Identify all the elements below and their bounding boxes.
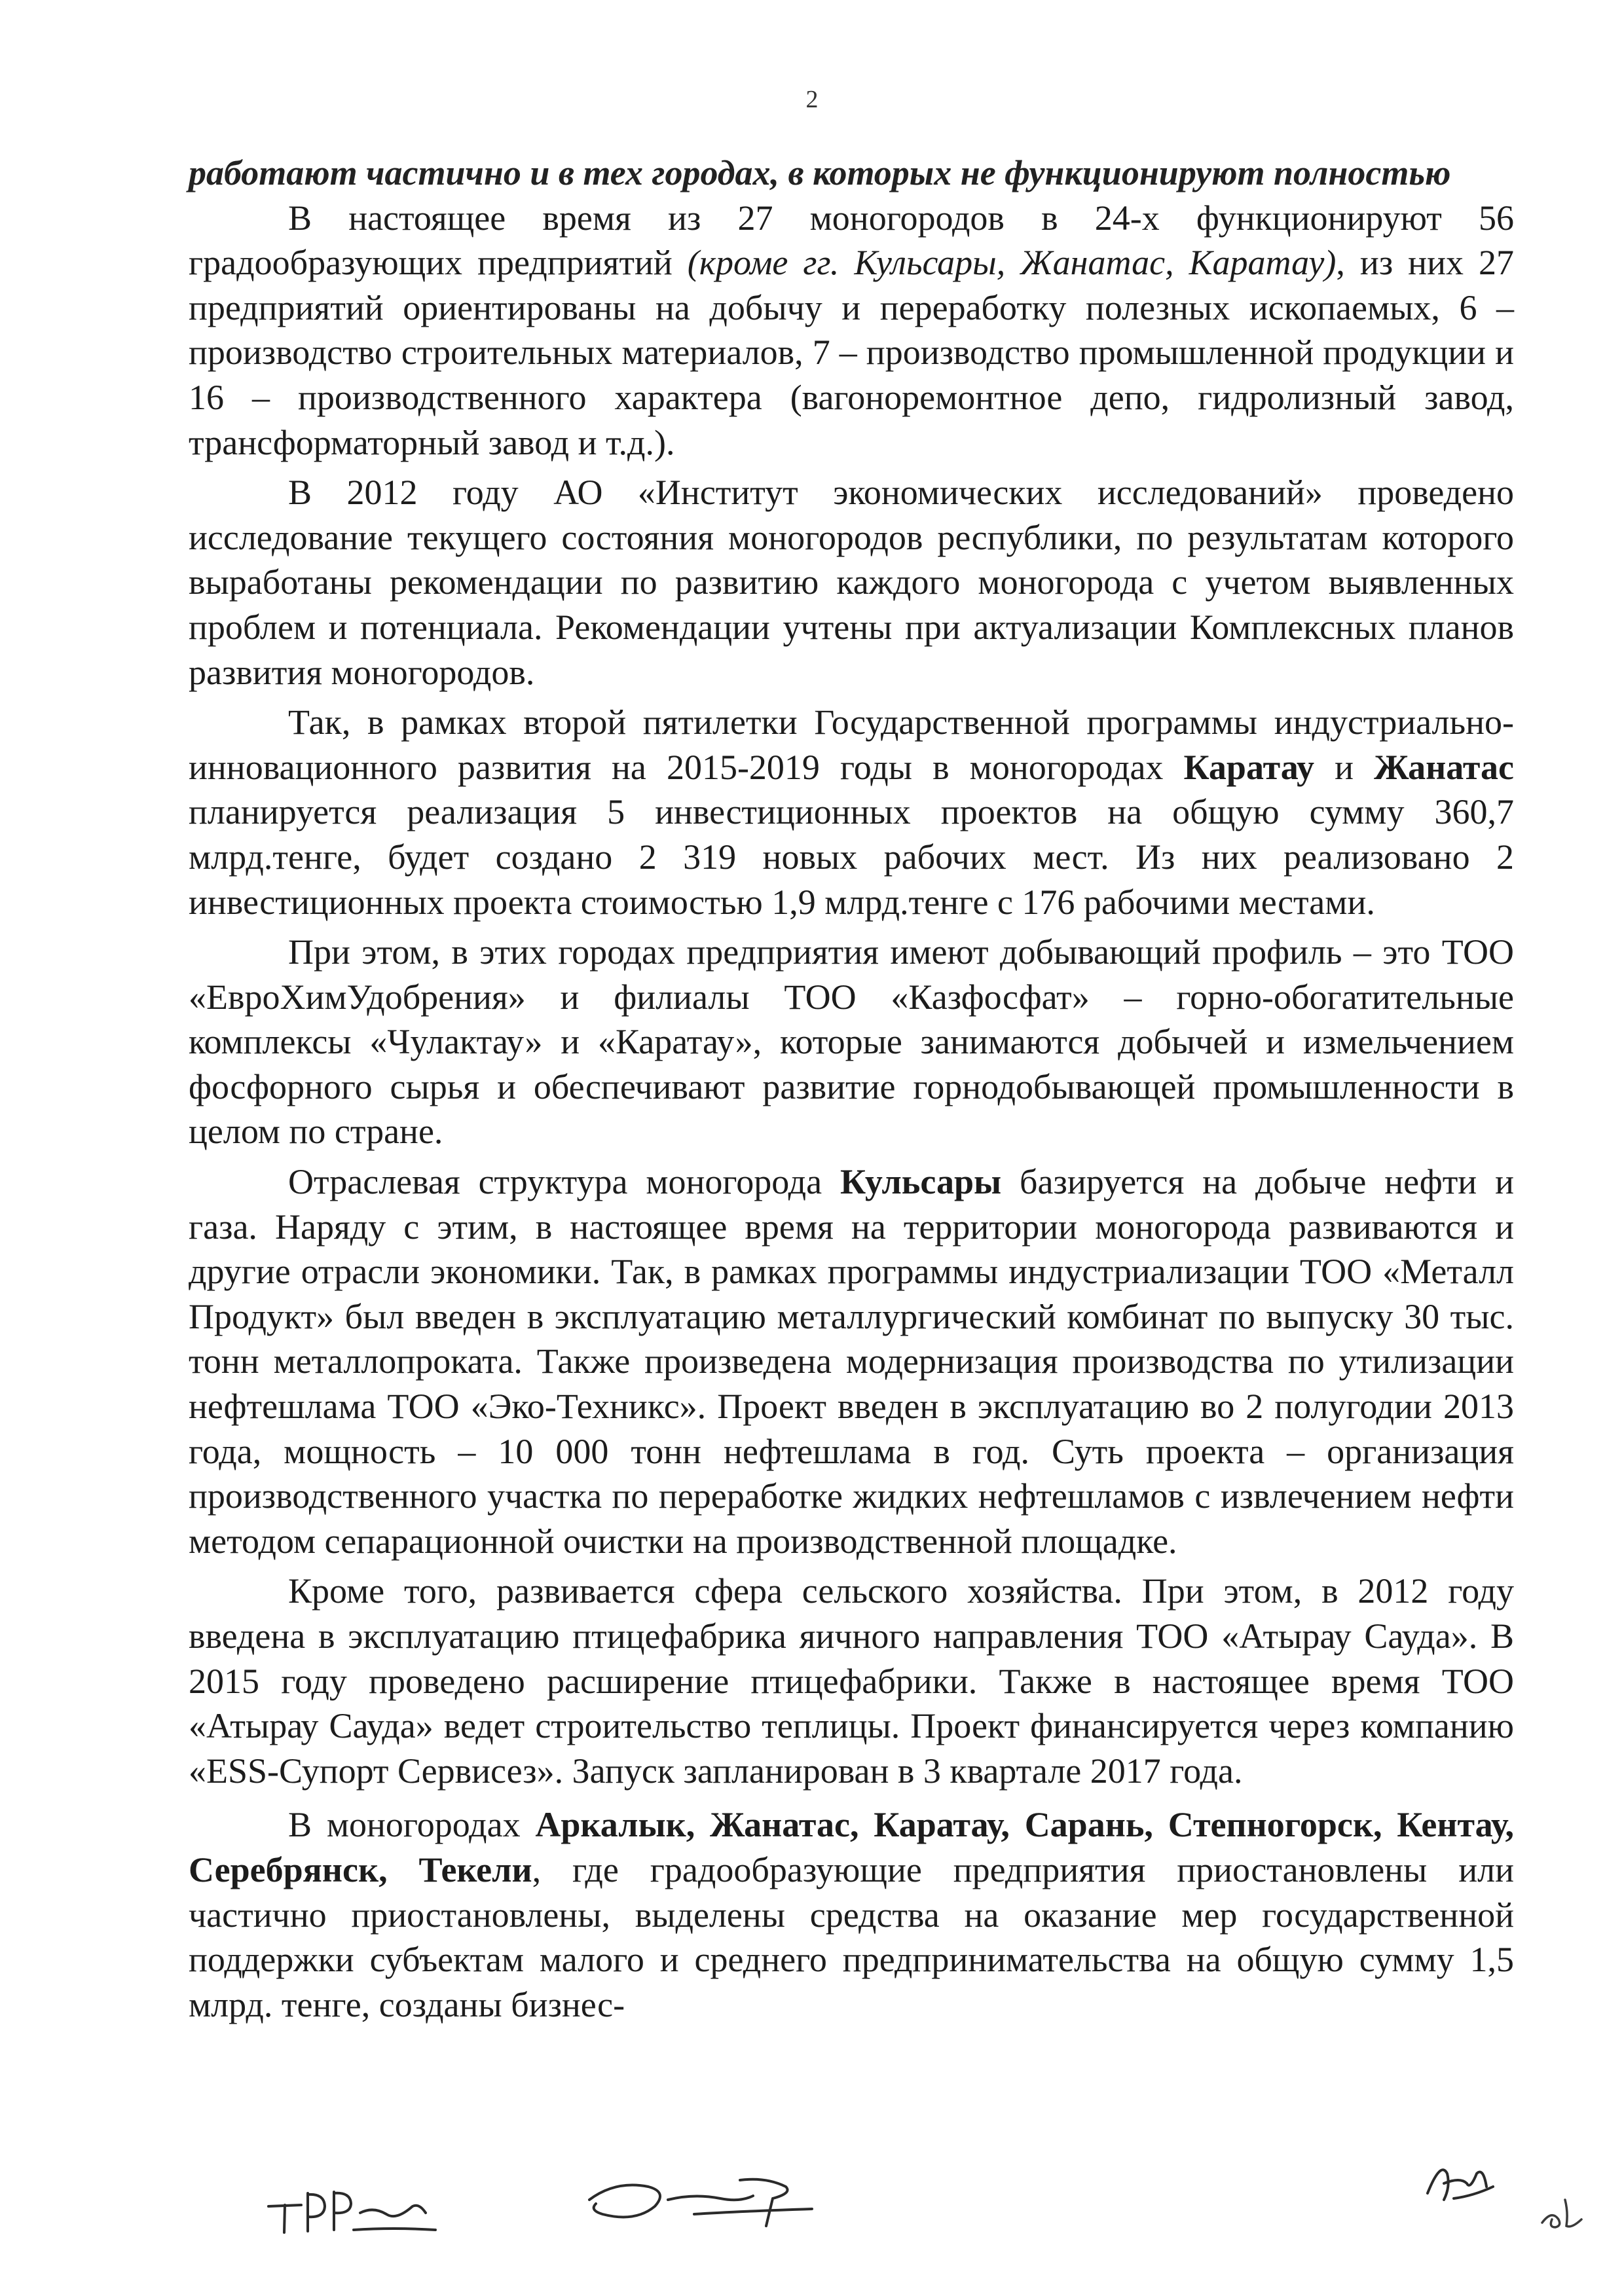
signature-area xyxy=(0,2147,1624,2265)
text-run: базируется на добыче нефти и газа. Наряду с этим, в настоящее время на территории моногорода развиваются и другие отрасли экономики. Так, в рамках программы индустриализации ТОО «Металл Продукт» был введен в эксплуатацию металлургический комбинат по выпуску 30 тыс. тонн металлопроката. Также произведена модернизация производства по утилизации нефтешлама ТОО «Эко-Техникс». Проект введен в эксплуатацию во 2 полугодии 2013 года, мощность – 10 000 тонн нефтешлама в год. Суть проекта – организация производственного участка по переработке жидких нефтешламов с извлечением нефти методом сепарационной очистки на производственной площадке. xyxy=(189,1162,1514,1561)
paragraph-state-support xyxy=(189,1802,1514,2027)
initials-signature-4 xyxy=(1532,2187,1591,2239)
intro-paragraph: работают частично и в тех городах, в которых не функционируют полностью xyxy=(189,153,1451,192)
city-name: Жанатас xyxy=(1374,747,1514,787)
paragraph-research-institute: В 2012 году АО «Институт экономических исследований» проведено исследование текущего состояния моногородов республики, по результатам которого выработаны рекомендации по развитию каждого моногорода с учетом выявленных проблем и потенциала. Рекомендации учтены при актуализации Комплексных планов развития моногородов. xyxy=(189,473,1514,692)
text-run: , из них 27 предприятий ориентированы на добычу и переработку полезных ископаемых, 6 – производство строительных материалов, 7 – производство промышленной продукции и 16 – производственного характера (вагоноремонтное депо, гидролизный завод, трансформаторный завод и т.д.). xyxy=(189,243,1515,462)
paragraph-agriculture: Кроме того, развивается сфера сельского хозяйства. При этом, в 2012 году введена в эксплуатацию птицефабрика яичного направления ТОО «Атырау Сауда». В 2015 году проведено расширение птицефабрики. Также в настоящее время ТОО «Атырау Сауда» ведет строительство теплицы. Проект финансируется через компанию «ESS-Супорт Сервисез». Запуск запланирован в 3 квартале 2017 года. xyxy=(189,1571,1514,1791)
city-name: Каратау xyxy=(1183,747,1315,787)
paragraph-monotowns-enterprises xyxy=(189,196,1514,465)
initials-signature-1 xyxy=(262,2167,445,2239)
text-run: Отраслевая структура моногорода xyxy=(288,1162,841,1202)
initials-signature-3 xyxy=(1414,2147,1506,2219)
text-run: В моногородах xyxy=(288,1805,536,1845)
paragraph-mining-profile: При этом, в этих городах предприятия имеют добывающий профиль – это ТОО «ЕвроХимУдобрения» и филиалы ТОО «Казфосфат» – горно-обогатительные комплексы «Чулактау» и «Каратау», которые занимаются добычей и измельчением фосфорного сырья и обеспечивают развитие горнодобывающей промышленности в целом по стране. xyxy=(189,932,1514,1152)
text-run: В настоящее время из 27 моногородов в 24-х функционируют 56 градообразующих предприятий xyxy=(189,198,1514,283)
paragraph-investment-projects xyxy=(189,700,1514,924)
text-run: планируется реализация 5 инвестиционных проектов на общую сумму 360,7 млрд.тенге, будет создано 2 319 новых рабочих мест. Из них реализовано 2 инвестиционных проекта стоимостью 1,9 млрд.тенге с 176 рабочими местами. xyxy=(189,792,1514,922)
text-run: Так, в рамках второй пятилетки Государственной программы индустриально-инновационного развития на 2015-2019 годы в моногородах xyxy=(189,702,1514,787)
italic-note: (кроме гг. Кульсары, Жанатас, Каратау) xyxy=(687,243,1337,283)
initials-signature-2 xyxy=(576,2160,838,2232)
document-body xyxy=(189,151,1514,2027)
text-run: и xyxy=(1314,747,1375,787)
text-run: , где градообразующие предприятия приостановлены или частично приостановлены, выделены средства на оказание мер государственной поддержки субъектам малого и среднего предпринимательства на общую сумму 1,5 млрд. тенге, созданы бизнес- xyxy=(189,1850,1514,2024)
city-list: Аркалык, Жанатас, Каратау, Сарань, Степногорск, Кентау, Серебрянск, Текели xyxy=(189,1805,1514,1889)
paragraph-kulsary xyxy=(189,1159,1514,1563)
page-number: 2 xyxy=(805,86,819,113)
city-name: Кульсары xyxy=(840,1162,1002,1202)
